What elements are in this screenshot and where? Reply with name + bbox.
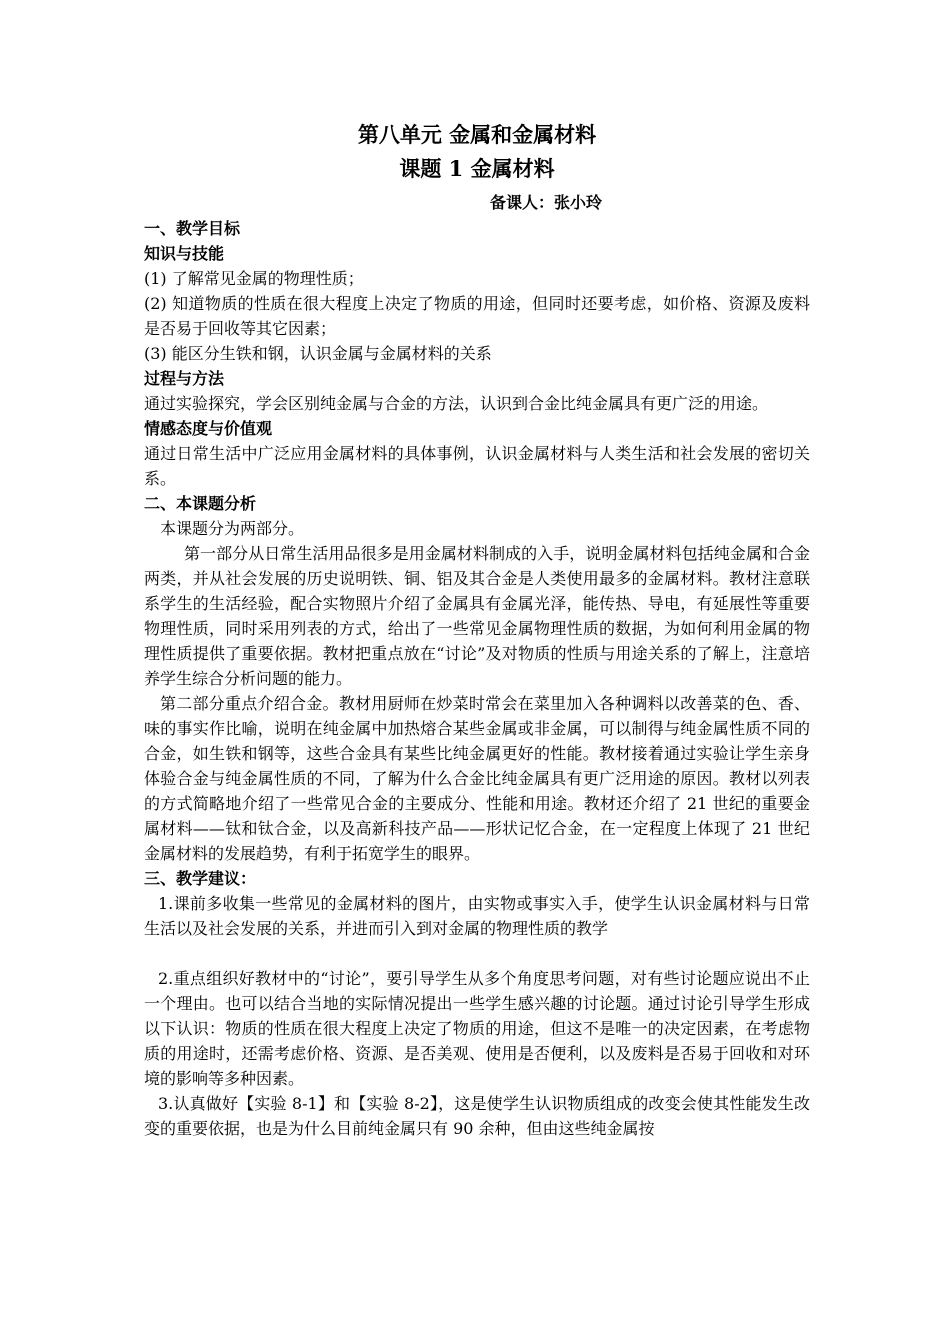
analysis-intro: 本课题分为两部分。 xyxy=(160,519,305,538)
objective-item: (2) 知道物质的性质在很大程度上决定了物质的用途，但同时还要考虑，如价格、资源及废料是否易于回收等其它因素； xyxy=(144,294,810,338)
suggestion-item: 3.认真做好【实验 8-1】和【实验 8-2】，这是使学生认识物质组成的改变会使其性能发生改变的重要依据，也是为什么目前纯金属只有 90 余种，但由这些纯金属按 xyxy=(144,1094,810,1138)
subheading-knowledge: 知识与技能 xyxy=(144,244,225,263)
document-page xyxy=(144,118,810,1141)
unit-title: 第八单元 金属和金属材料 xyxy=(357,122,597,147)
analysis-part-one: 第一部分从日常生活用品很多是用金属材料制成的入手，说明金属材料包括纯金属和合金两类，并从社会发展的历史说明铁、铜、铝及其合金是人类使用最多的金属材料。教材注意联系学生的生活经验，配合实物照片介绍了金属具有金属光泽，能传热、导电，有延展性等重要物理性质，同时采用列表的方式，给出了一些常见金属物理性质的数据，为如何利用金属的物理性质提供了重要依据。教材把重点放在“讨论”及对物质的性质与用途关系的了解上，注意培养学生综合分析问题的能力。 xyxy=(144,544,810,688)
suggestion-item: 2.重点组织好教材中的“讨论”，要引导学生从多个角度思考问题，对有些讨论题应说出不止一个理由。也可以结合当地的实际情况提出一些学生感兴趣的讨论题。通过讨论引导学生形成以下认识：物质的性质在很大程度上决定了物质的用途，但这不是唯一的决定因素，在考虑物质的用途时，还需考虑价格、资源、是否美观、使用是否便利，以及废料是否易于回收和对环境的影响等多种因素。 xyxy=(144,969,810,1088)
suggestion-item: 1.课前多收集一些常见的金属材料的图片，由实物或事实入手，使学生认识金属材料与日常生活以及社会发展的关系，并进而引入到对金属的物理性质的教学 xyxy=(144,894,810,938)
section-heading-objectives: 一、教学目标 xyxy=(144,219,241,238)
section-heading-suggestions: 三、教学建议： xyxy=(144,869,257,888)
analysis-part-two: 第二部分重点介绍合金。教材用厨师在炒菜时常会在菜里加入各种调料以改善菜的色、香、味的事实作比喻，说明在纯金属中加热熔合某些金属或非金属，可以制得与纯金属性质不同的合金，如生铁和钢等，这些合金具有某些比纯金属更好的性能。教材接着通过实验让学生亲身体验合金与纯金属性质的不同，了解为什么合金比纯金属具有更广泛用途的原因。教材以列表的方式简略地介绍了一些常见合金的主要成分、性能和用途。教材还介绍了 21 世纪的重要金属材料——钛和钛合金，以及高新科技产品——形状记忆合金，在一定程度上体现了 21 世纪金属材料的发展趋势，有利于拓宽学生的眼界。 xyxy=(144,694,810,863)
attitude-text: 通过日常生活中广泛应用金属材料的具体事例，认识金属材料与人类生活和社会发展的密切关系。 xyxy=(144,444,810,488)
subheading-process: 过程与方法 xyxy=(144,369,225,388)
subheading-attitude: 情感态度与价值观 xyxy=(144,419,273,438)
section-heading-analysis: 二、本课题分析 xyxy=(144,494,257,513)
author-line: 备课人：张小玲 xyxy=(489,193,602,212)
process-text: 通过实验探究，学会区别纯金属与合金的方法，认识到合金比纯金属具有更广泛的用途。 xyxy=(144,394,769,413)
lesson-title: 课题 1 金属材料 xyxy=(399,156,555,181)
objective-item: (1) 了解常见金属的物理性质； xyxy=(144,269,364,288)
blank-line xyxy=(144,941,810,966)
objective-item: (3) 能区分生铁和钢，认识金属与金属材料的关系 xyxy=(144,344,492,363)
